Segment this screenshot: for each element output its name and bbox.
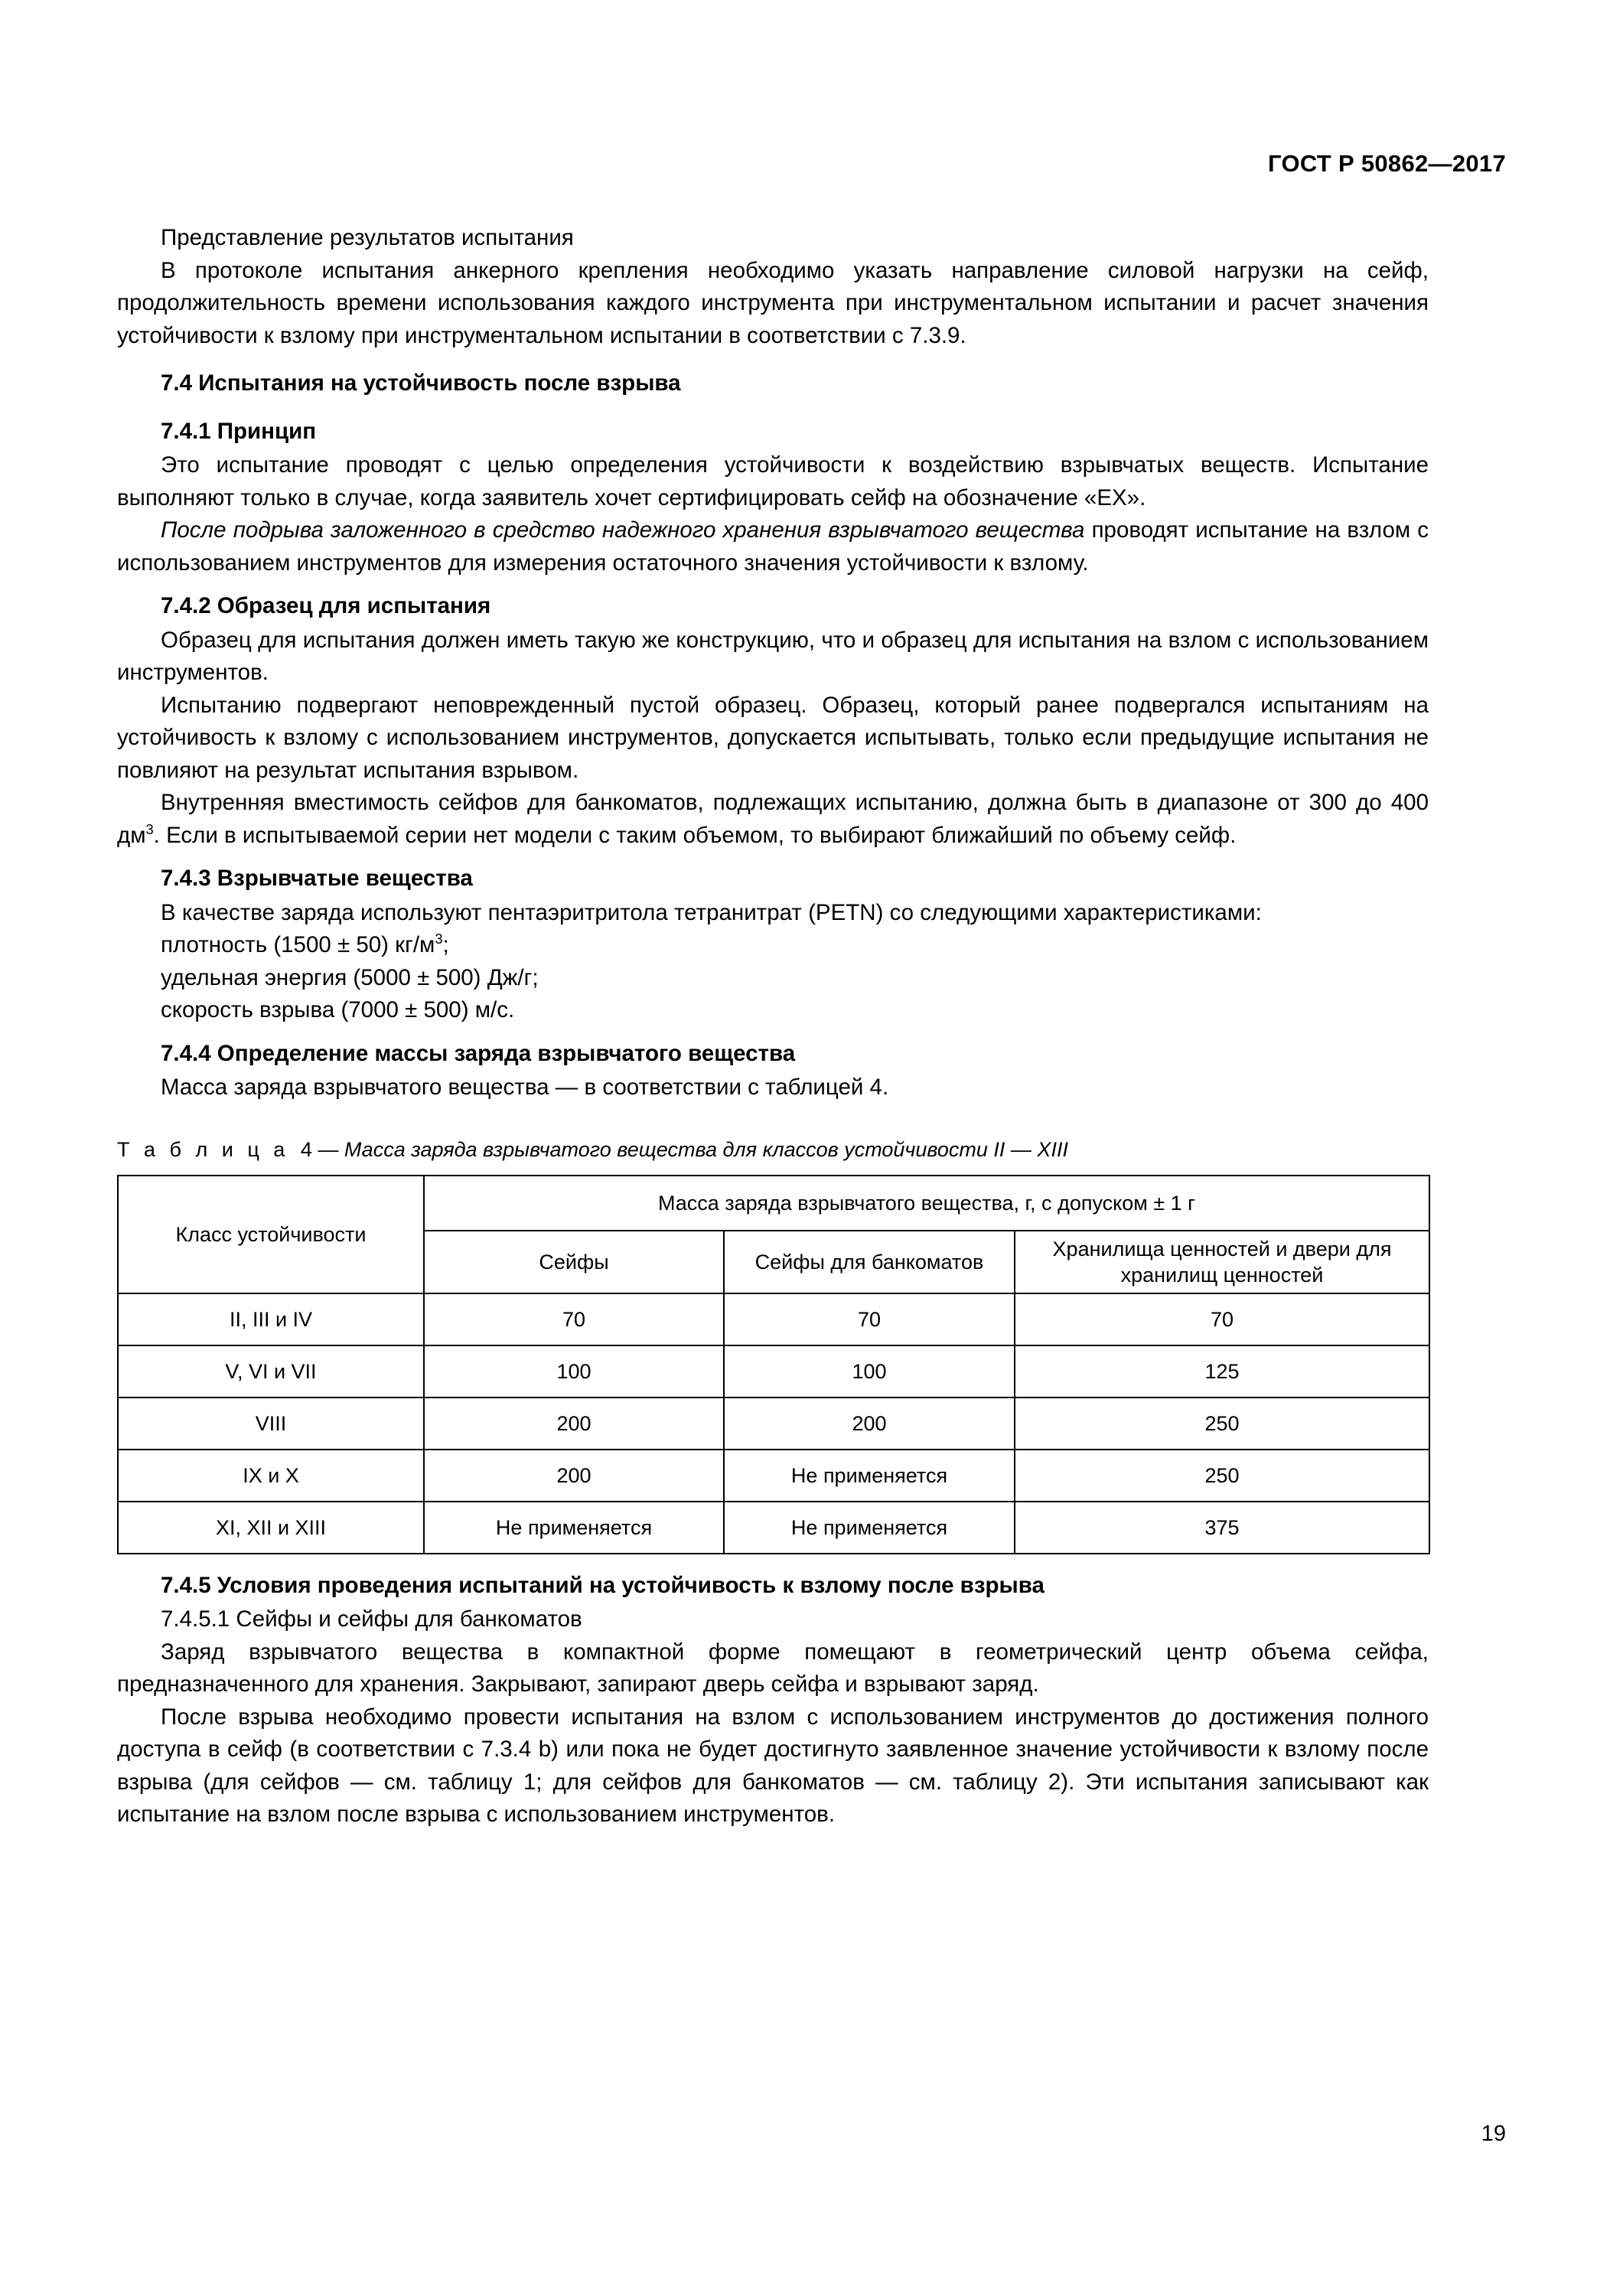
page-number: 19 — [1481, 2122, 1506, 2146]
property-density — [117, 929, 1429, 962]
cell-class: II, III и IV — [118, 1293, 424, 1345]
property-density-b: ; — [442, 932, 449, 957]
table-row — [118, 1397, 1429, 1450]
table-row — [118, 1450, 1429, 1502]
paragraph-7-4-5-1-1: Заряд взрывчатого вещества в компактной форме помещают в геометрический центр объема сейфа, предназначенного для хранения. Закрывают, запирают дверь сейфа и взрывают заряд. — [117, 1639, 1429, 1697]
table-header-atm-safes: Сейфы для банкоматов — [724, 1231, 1015, 1293]
intro-heading: Представление результатов испытания — [161, 225, 574, 250]
table-caption-number: 4 — [300, 1137, 312, 1161]
cell-atm-safes: Не применяется — [724, 1450, 1015, 1502]
table-caption-label: Т а б л и ц а — [117, 1137, 289, 1161]
table-header-safes: Сейфы — [424, 1231, 724, 1293]
paragraph-7-4-2-1: Образец для испытания должен иметь такую же конструкцию, что и образец для испытания на взлом с использованием инструментов. — [117, 627, 1429, 685]
paragraph-7-4-4-1: Масса заряда взрывчатого вещества — в соответствии с таблицей 4. — [161, 1075, 889, 1100]
property-density-a: плотность (1500 ± 50) кг/м — [161, 932, 435, 957]
paragraph-7-4-1-2-rest: проводят испытание на взлом с использованием инструментов для измерения остаточного значения устойчивости к взлому. — [117, 517, 1429, 576]
superscript-cubic: 3 — [145, 820, 154, 837]
table-header-row-top — [118, 1176, 1429, 1231]
table-row — [118, 1502, 1429, 1554]
paragraph-7-4-1-2 — [117, 514, 1429, 579]
cell-vaults: 125 — [1015, 1345, 1429, 1397]
table-header-vaults: Хранилища ценностей и двери для хранилищ ценностей — [1015, 1231, 1429, 1293]
table-caption-dash: — — [318, 1137, 339, 1161]
paragraph-7-4-2-3 — [117, 787, 1429, 852]
paragraph-7-4-1-1: Это испытание проводят с целью определения устойчивости к воздействию взрывчатых веществ. Испытание выполняют только в случае, когда заявитель хочет сертифицировать сейф на обозначение «EX». — [117, 452, 1429, 510]
table-4-charge-mass — [117, 1175, 1430, 1554]
running-header-standard-id: ГОСТ Р 50862—2017 — [1268, 150, 1506, 177]
table-row — [118, 1345, 1429, 1397]
intro-paragraph: В протоколе испытания анкерного крепления необходимо указать направление силовой нагрузки на сейф, продолжительность времени использования каждого инструмента при инструментальном испытании и расчет значения устойчивости к взлому при инструментальном испытании в соответствии с 7.3.9. — [117, 257, 1429, 348]
paragraph-7-4-2-3-a: Внутренняя вместимость сейфов для банкоматов, подлежащих испытанию, должна быть в диапазоне от 300 до 400 дм — [117, 790, 1429, 848]
cell-safes: 70 — [424, 1293, 724, 1345]
superscript-cubic-density: 3 — [435, 931, 443, 947]
cell-safes: 200 — [424, 1397, 724, 1450]
cell-safes: 200 — [424, 1450, 724, 1502]
cell-vaults: 250 — [1015, 1397, 1429, 1450]
cell-class: V, VI и VII — [118, 1345, 424, 1397]
page-content — [117, 222, 1429, 1831]
property-specific-energy: удельная энергия (5000 ± 500) Дж/г; — [161, 964, 539, 990]
heading-7-4-2: 7.4.2 Образец для испытания — [161, 593, 491, 618]
cell-vaults: 70 — [1015, 1293, 1429, 1345]
cell-safes: Не применяется — [424, 1502, 724, 1554]
cell-atm-safes: 100 — [724, 1345, 1015, 1397]
cell-safes: 100 — [424, 1345, 724, 1397]
paragraph-7-4-2-3-b: . Если в испытываемой серии нет модели с таким объемом, то выбирают ближайший по объему сейф. — [153, 822, 1237, 848]
heading-7-4-5: 7.4.5 Условия проведения испытаний на устойчивость к взлому после взрыва — [161, 1572, 1045, 1598]
italic-phrase: После подрыва заложенного в средство надежного хранения взрывчатого вещества — [161, 517, 1085, 543]
cell-vaults: 375 — [1015, 1502, 1429, 1554]
cell-atm-safes: 200 — [724, 1397, 1015, 1450]
table-4-caption — [117, 1135, 1429, 1164]
cell-atm-safes: 70 — [724, 1293, 1015, 1345]
table-header-class: Класс устойчивости — [118, 1176, 424, 1293]
cell-class: VIII — [118, 1397, 424, 1450]
heading-7-4: 7.4 Испытания на устойчивость после взрыва — [161, 370, 681, 396]
table-row — [118, 1293, 1429, 1345]
cell-class: XI, XII и XIII — [118, 1502, 424, 1554]
heading-7-4-5-1: 7.4.5.1 Сейфы и сейфы для банкоматов — [161, 1606, 582, 1632]
property-detonation-velocity: скорость взрыва (7000 ± 500) м/с. — [161, 997, 515, 1022]
heading-7-4-1: 7.4.1 Принцип — [161, 418, 317, 444]
table-header-mass-group: Масса заряда взрывчатого вещества, г, с допуском ± 1 г — [424, 1176, 1429, 1231]
cell-class: IX и X — [118, 1450, 424, 1502]
paragraph-7-4-2-2: Испытанию подвергают неповрежденный пустой образец. Образец, который ранее подвергался испытаниям на устойчивость к взлому с использованием инструментов, допускается испытывать, только если предыдущие испытания не повлияют на результат испытания взрывом. — [117, 692, 1429, 783]
cell-vaults: 250 — [1015, 1450, 1429, 1502]
paragraph-7-4-5-1-2: После взрыва необходимо провести испытания на взлом с использованием инструментов до достижения полного доступа в сейф (в соответствии с 7.3.4 b) или пока не будет достигнуто заявленное значение устойчивости к взлому после взрыва (для сейфов — см. таблицу 1; для сейфов для банкоматов — см. таблицу 2). Эти испытания записывают как испытание на взлом после взрыва с использованием инструментов. — [117, 1704, 1429, 1827]
cell-atm-safes: Не применяется — [724, 1502, 1015, 1554]
table-caption-title: Масса заряда взрывчатого вещества для классов устойчивости II — XIII — [344, 1137, 1068, 1161]
heading-7-4-4: 7.4.4 Определение массы заряда взрывчатого вещества — [161, 1040, 796, 1066]
paragraph-7-4-3-1: В качестве заряда используют пентаэритритола тетранитрат (PETN) со следующими характеристиками: — [161, 899, 1262, 925]
heading-7-4-3: 7.4.3 Взрывчатые вещества — [161, 866, 473, 891]
